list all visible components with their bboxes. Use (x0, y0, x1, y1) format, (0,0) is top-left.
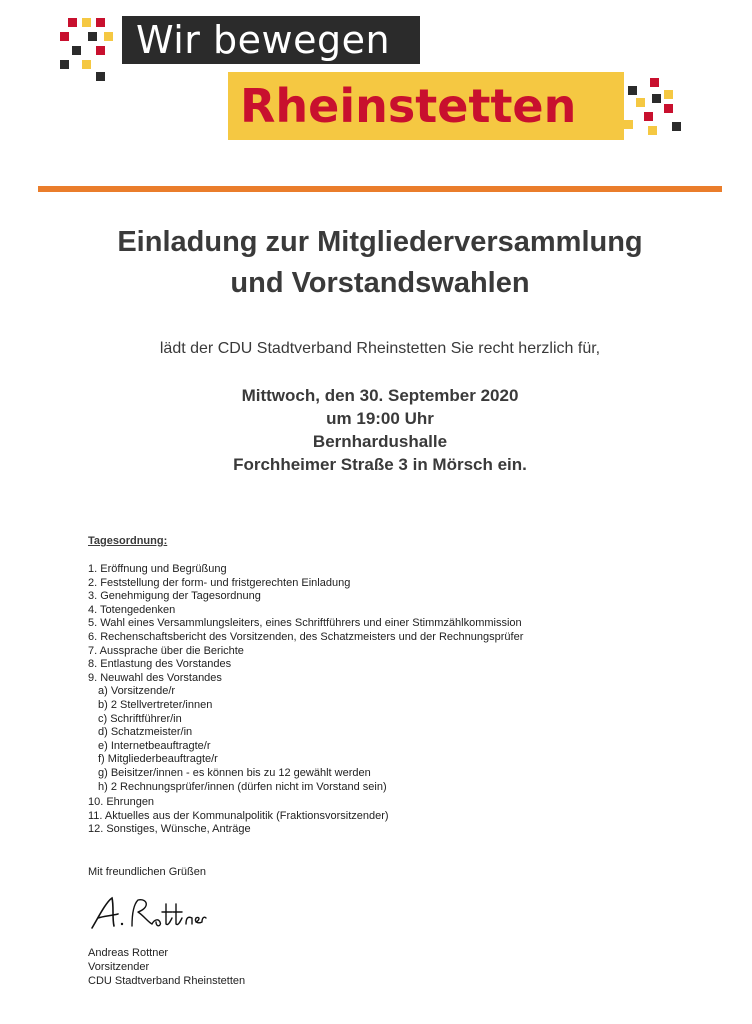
agenda-subitem: g) Beisitzer/innen - es können bis zu 12 gewählt werden (98, 766, 371, 779)
title-line-2: und Vorstandswahlen (230, 267, 530, 299)
logo (0, 0, 752, 190)
event-time: um 19:00 Uhr (326, 409, 434, 428)
orange-divider (38, 186, 722, 192)
agenda-list (88, 563, 523, 837)
agenda-item: 9. Neuwahl des Vorstandes (88, 671, 222, 684)
agenda-item: 10. Ehrungen (88, 796, 155, 809)
agenda-item: 6. Rechenschaftsbericht des Vorsitzenden, des Schatzmeisters und der Rechnungsprüfer (88, 630, 524, 643)
logo-pixel (96, 72, 105, 81)
logo-pixel (88, 32, 97, 41)
agenda-item: 8. Entlastung des Vorstandes (88, 658, 232, 671)
logo-pixel (664, 90, 673, 99)
agenda-subitem: d) Schatzmeister/in (98, 726, 193, 739)
logo-pixel (104, 32, 113, 41)
logo-pixel (664, 104, 673, 113)
logo-pixel (650, 78, 659, 87)
logo-pixel (82, 60, 91, 69)
logo-pixel (672, 122, 681, 131)
agenda-heading: Tagesordnung: (88, 535, 168, 547)
page-title (0, 222, 752, 304)
signer-name: Andreas Rottner (88, 947, 169, 959)
agenda-item: 11. Aktuelles aus der Kommunalpolitik (Fraktionsvorsitzender) (88, 809, 389, 822)
logo-pixel (68, 18, 77, 27)
logo-pixel (644, 112, 653, 121)
logo-pixel (60, 32, 69, 41)
agenda-subitem: a) Vorsitzende/r (98, 685, 176, 698)
event-venue: Bernhardushalle (312, 432, 448, 451)
logo-pixel (652, 94, 661, 103)
event-date: Mittwoch, den 30. September 2020 (241, 386, 519, 405)
agenda-item: 3. Genehmigung der Tagesordnung (88, 590, 261, 603)
title-line-1: Einladung zur Mitgliederversammlung (117, 226, 643, 258)
logo-pixel (82, 18, 91, 27)
logo-pixel (628, 86, 637, 95)
agenda-item: 4. Totengedenken (88, 603, 176, 616)
signer-organization: CDU Stadtverband Rheinstetten (88, 975, 246, 987)
agenda-subitem: f) Mitgliederbeauftragte/r (98, 753, 218, 766)
signer-role: Vorsitzender (88, 961, 150, 973)
agenda-item: 1. Eröffnung und Begrüßung (88, 563, 227, 575)
agenda-item: 5. Wahl eines Versammlungsleiters, eines Schriftführers und einer Stimmzählkommission (88, 617, 522, 630)
agenda-subitem: h) 2 Rechnungsprüfer/innen (dürfen nicht im Vorstand sein) (98, 780, 387, 793)
logo-pixel (636, 98, 645, 107)
logo-pixel (72, 46, 81, 55)
closing-text: Mit freundlichen Grüßen (88, 866, 206, 878)
logo-line-2: Rheinstetten (228, 72, 624, 140)
event-details (0, 384, 752, 476)
logo-pixel (624, 120, 633, 129)
agenda-subitem: c) Schriftführer/in (98, 712, 182, 725)
agenda-subitem: b) 2 Stellvertreter/innen (98, 698, 213, 711)
logo-pixel (96, 18, 105, 27)
intro-text: lädt der CDU Stadtverband Rheinstetten Sie recht herzlich für, (159, 340, 601, 357)
logo-line-1: Wir bewegen (122, 16, 420, 64)
logo-pixel (96, 46, 105, 55)
handwritten-signature (88, 892, 208, 934)
agenda-item: 2. Feststellung der form- und fristgerechten Einladung (88, 576, 351, 589)
logo-pixel (648, 126, 657, 135)
logo-pixel (60, 60, 69, 69)
agenda-item: 7. Aussprache über die Berichte (88, 644, 244, 657)
agenda-subitem: e) Internetbeauftragte/r (98, 739, 211, 752)
agenda-item: 12. Sonstiges, Wünsche, Anträge (88, 823, 251, 836)
event-address: Forchheimer Straße 3 in Mörsch ein. (233, 455, 527, 474)
